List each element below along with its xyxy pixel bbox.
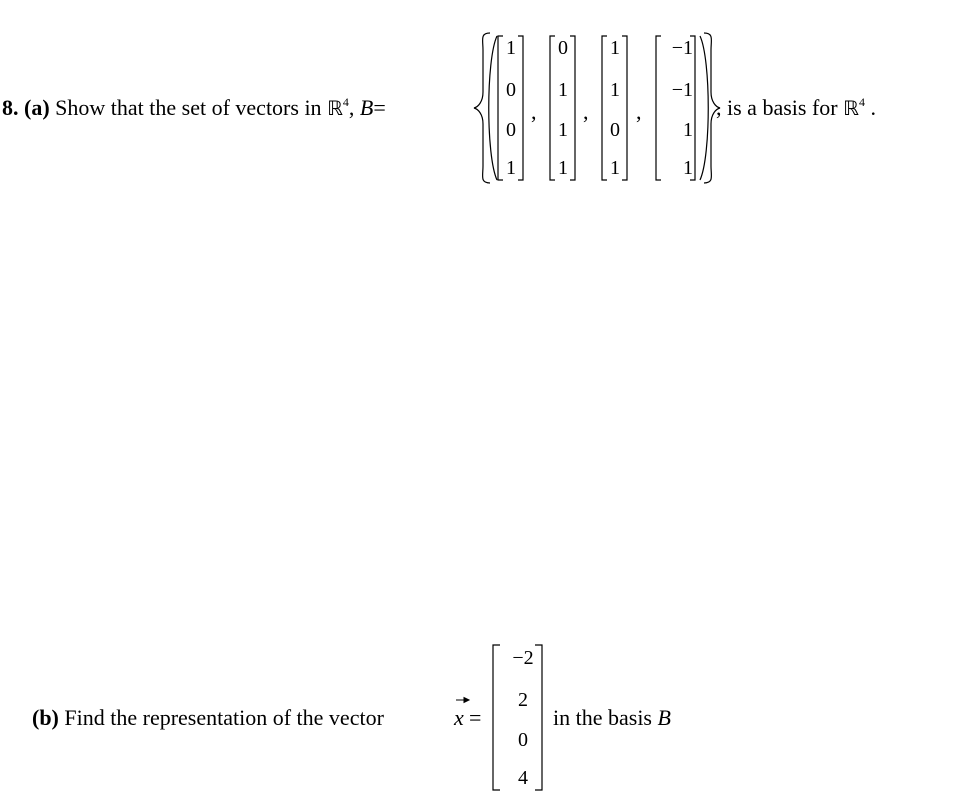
vector-x-right-bracket (535, 645, 542, 790)
vector-1-right-bracket (518, 36, 523, 180)
vector-2-left-bracket (550, 36, 555, 180)
comma: , (348, 95, 355, 120)
vector-x-entry: 4 (518, 767, 528, 789)
vector-2-right-bracket (570, 36, 575, 180)
vector-2-entry: 0 (558, 37, 568, 59)
right-brace (704, 33, 720, 183)
vector-1-entry: 1 (506, 37, 516, 59)
vector-4-entry: 1 (683, 157, 693, 179)
vector-3-right-bracket (622, 36, 627, 180)
real-numbers-symbol: ℝ (843, 96, 859, 120)
equals-sign: = (373, 95, 386, 120)
vector-1-left-bracket (498, 36, 503, 180)
vector-arrow-icon (456, 698, 469, 703)
vector-separator: , (583, 99, 589, 124)
vector-2-entry: 1 (558, 157, 568, 179)
vector-1-entry: 1 (506, 157, 516, 179)
vector-x-entry: −2 (512, 647, 534, 669)
vector-2-entry: 1 (558, 79, 568, 101)
period: . (870, 95, 876, 120)
vector-3-left-bracket (602, 36, 607, 180)
left-brace (474, 33, 490, 183)
vector-1-entry: 0 (506, 79, 516, 101)
part-a-label: (a) (24, 95, 50, 120)
part-a-text: Show that the set of vectors in (55, 95, 322, 120)
set-name: B (359, 95, 374, 120)
vector-x-entry: 2 (518, 689, 528, 711)
field-exponent: 4 (858, 95, 865, 109)
part-b-text: Find the representation of the vector (64, 705, 384, 730)
vector-x-entry: 0 (518, 729, 528, 751)
right-outer-paren (700, 36, 708, 180)
vector-4-right-bracket (690, 36, 695, 180)
part-b-trailing-text: in the basis (553, 705, 652, 730)
vector-4-entry: −1 (671, 37, 693, 59)
vector-1-entry: 0 (506, 119, 516, 141)
vector-separator: , (636, 99, 642, 124)
left-outer-paren (489, 36, 497, 180)
vector-4-left-bracket (656, 36, 661, 180)
vector-2-entry: 1 (558, 119, 568, 141)
vector-x-left-bracket (493, 645, 500, 790)
part-a-trailing-text: , is a basis for (716, 95, 838, 120)
basis-name: B (657, 705, 671, 730)
vector-3-entry: 0 (610, 119, 620, 141)
part-b-label: (b) (32, 705, 59, 730)
real-numbers-symbol: ℝ (327, 96, 343, 120)
vector-name: x (454, 705, 464, 730)
vector-3-entry: 1 (610, 37, 620, 59)
field-exponent: 4 (342, 95, 349, 109)
equals-sign: = (469, 705, 482, 730)
problem-number: 8. (2, 95, 19, 120)
vector-separator: , (531, 99, 537, 124)
vector-3-entry: 1 (610, 79, 620, 101)
vector-4-entry: −1 (671, 79, 693, 101)
vector-3-entry: 1 (610, 157, 620, 179)
vector-4-entry: 1 (683, 119, 693, 141)
